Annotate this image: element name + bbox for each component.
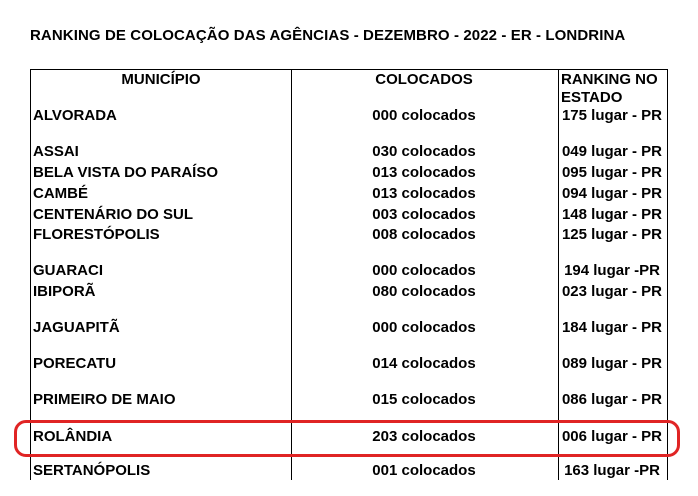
ranking-cell: 163 lugar -PR — [564, 462, 660, 479]
ranking-cell: 089 lugar - PR — [561, 355, 663, 372]
colocados-cell: 008 colocados — [372, 226, 476, 243]
colocados-cell: 013 colocados — [372, 185, 476, 202]
municipio-cell: GUARACI — [33, 262, 103, 279]
ranking-cell: 094 lugar - PR — [561, 185, 663, 202]
colocados-cell: 080 colocados — [372, 283, 476, 300]
municipio-cell: PRIMEIRO DE MAIO — [33, 391, 176, 408]
ranking-cell: 125 lugar - PR — [561, 226, 663, 243]
colocados-cell: 014 colocados — [372, 355, 476, 372]
colocados-cell: 001 colocados — [372, 462, 476, 479]
ranking-cell: 086 lugar - PR — [561, 391, 663, 408]
municipio-cell: JAGUAPITÃ — [33, 319, 120, 336]
municipio-cell: BELA VISTA DO PARAÍSO — [33, 164, 219, 181]
municipio-cell: ASSAI — [33, 143, 79, 160]
header-municipio: MUNICÍPIO — [121, 71, 201, 88]
municipio-cell: SERTANÓPOLIS — [33, 462, 151, 479]
ranking-cell: 023 lugar - PR — [561, 283, 663, 300]
column-divider — [291, 70, 292, 480]
municipio-cell: FLORESTÓPOLIS — [33, 226, 160, 243]
ranking-cell: 049 lugar - PR — [561, 143, 663, 160]
municipio-cell: PORECATU — [33, 355, 117, 372]
municipio-cell: CENTENÁRIO DO SUL — [33, 206, 194, 223]
ranking-cell: 194 lugar -PR — [564, 262, 660, 279]
page-title: RANKING DE COLOCAÇÃO DAS AGÊNCIAS - DEZEMBRO - 2022 - ER - LONDRINA — [30, 27, 626, 44]
colocados-cell: 013 colocados — [372, 164, 476, 181]
ranking-cell: 148 lugar - PR — [561, 206, 663, 223]
ranking-cell: 006 lugar - PR — [561, 428, 663, 445]
ranking-cell: 095 lugar - PR — [561, 164, 663, 181]
municipio-cell: IBIPORÃ — [33, 283, 96, 300]
municipio-cell: ROLÂNDIA — [33, 428, 113, 445]
colocados-cell: 015 colocados — [372, 391, 476, 408]
municipio-cell: CAMBÉ — [33, 185, 88, 202]
header-colocados: COLOCADOS — [375, 71, 473, 88]
colocados-cell: 000 colocados — [372, 107, 476, 124]
header-ranking: RANKING NO ESTADO — [561, 71, 658, 106]
colocados-cell: 003 colocados — [372, 206, 476, 223]
ranking-table — [30, 69, 668, 480]
colocados-cell: 030 colocados — [372, 143, 476, 160]
ranking-cell: 184 lugar - PR — [561, 319, 663, 336]
municipio-cell: ALVORADA — [33, 107, 117, 124]
colocados-cell: 203 colocados — [372, 428, 476, 445]
colocados-cell: 000 colocados — [372, 262, 476, 279]
ranking-cell: 175 lugar - PR — [561, 107, 663, 124]
colocados-cell: 000 colocados — [372, 319, 476, 336]
